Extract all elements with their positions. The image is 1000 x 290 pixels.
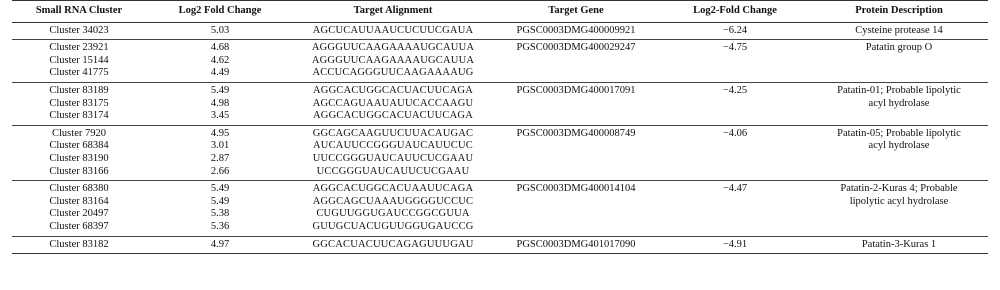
protein-description-line: acyl hydrolase (868, 97, 930, 109)
protein-description-line: Patatin-2-Kuras 4; Probable (840, 183, 958, 195)
cell-small-rna-cluster (12, 236, 146, 254)
cell-target-gene: PGSC0003DMG401017090 (516, 238, 636, 250)
cell-protein-description (810, 181, 988, 236)
small-rna-cluster: Cluster 83166 (49, 165, 109, 177)
cell-target-alignment (294, 125, 492, 180)
results-table-container (12, 0, 988, 254)
cell-protein-description (810, 40, 988, 83)
cell-target-alignment (294, 40, 492, 83)
cell-protein-description (810, 22, 988, 40)
table-header (12, 1, 988, 23)
cell-target-log2-fold-change: −4.47 (722, 183, 748, 195)
cell-log2-fold-change (146, 82, 294, 125)
log2-fold-change-value: 4.68 (210, 42, 230, 54)
table-row (12, 125, 988, 180)
header-target-gene: Target Gene (548, 5, 604, 16)
small-rna-cluster: Cluster 83174 (49, 110, 109, 122)
log2-fold-change-value: 4.97 (210, 238, 230, 250)
target-alignment-sequence: AGGCACUGGCACUAAUUCAGA (312, 183, 474, 195)
small-rna-cluster: Cluster 68380 (49, 183, 109, 195)
cell-target-gene: PGSC0003DMG400029247 (516, 42, 636, 54)
protein-description-line: Cysteine protease 14 (855, 24, 943, 36)
cell-small-rna-cluster (12, 82, 146, 125)
target-alignment-sequence: AGGGUUCAAGAAAAUGCAUUA (311, 42, 475, 54)
cell-target-gene: PGSC0003DMG400008749 (516, 127, 636, 139)
protein-description-line: lipolytic acyl hydrolase (849, 195, 949, 207)
small-rna-cluster: Cluster 41775 (49, 67, 109, 79)
protein-description-line: Patatin group O (865, 42, 933, 54)
small-rna-cluster: Cluster 83190 (49, 152, 109, 164)
target-alignment-sequence: AGGCAGCUAAAUGGGGUCCUC (312, 195, 474, 207)
log2-fold-change-value: 2.87 (210, 152, 230, 164)
protein-description-line: Patatin-3-Kuras 1 (861, 238, 937, 250)
small-rna-cluster: Cluster 68397 (49, 220, 109, 232)
table-body (12, 22, 988, 254)
cell-protein-description (810, 82, 988, 125)
cell-log2-fold-change (146, 125, 294, 180)
log2-fold-change-value: 5.36 (210, 220, 230, 232)
log2-fold-change-value: 5.38 (210, 208, 230, 220)
small-rna-target-table (12, 0, 988, 254)
cell-target-log2-fold-change: −6.24 (722, 24, 748, 36)
header-row (12, 1, 988, 23)
cell-target-alignment (294, 22, 492, 40)
log2-fold-change-value: 5.03 (210, 24, 230, 36)
cell-small-rna-cluster (12, 40, 146, 83)
target-alignment-sequence: AGCUCAUUAAUCUCUUCGAUA (312, 24, 474, 36)
header-log2-fold-change: Log2 Fold Change (178, 5, 262, 16)
cell-log2-fold-change (146, 40, 294, 83)
target-alignment-sequence: AGGCACUGGCACUACUUCAGA (313, 84, 473, 96)
cell-target-alignment (294, 236, 492, 254)
target-alignment-sequence: UCCGGGUAUCAUUCUCGAAU (316, 165, 470, 177)
protein-description-line: Patatin-01; Probable lipolytic (837, 84, 961, 96)
small-rna-cluster: Cluster 34023 (49, 24, 109, 36)
cell-log2-fold-change (146, 181, 294, 236)
cell-target-gene: PGSC0003DMG400017091 (516, 84, 636, 96)
cell-target-log2-fold-change: −4.75 (722, 42, 748, 54)
table-row (12, 82, 988, 125)
cell-log2-fold-change (146, 236, 294, 254)
table-row (12, 236, 988, 254)
small-rna-cluster: Cluster 83175 (49, 97, 109, 109)
header-target-alignment: Target Alignment (353, 5, 433, 16)
target-alignment-sequence: AUCAUUCCGGGUAUCAUUCUC (313, 140, 473, 152)
cell-target-alignment (294, 181, 492, 236)
log2-fold-change-value: 4.62 (210, 54, 230, 66)
table-row (12, 22, 988, 40)
cell-target-gene: PGSC0003DMG400009921 (516, 24, 636, 36)
target-alignment-sequence: ACCUCAGGGUUCAAGAAAAUG (312, 67, 474, 79)
cell-target-gene: PGSC0003DMG400014104 (516, 183, 636, 195)
target-alignment-sequence: GUUGCUACUGUUGGUGAUCCG (312, 220, 474, 232)
cell-protein-description (810, 236, 988, 254)
protein-description-line: Patatin-05; Probable lipolytic (837, 127, 961, 139)
small-rna-cluster: Cluster 20497 (49, 208, 109, 220)
header-small-rna-cluster: Small RNA Cluster (35, 5, 123, 16)
cell-small-rna-cluster (12, 22, 146, 40)
cell-target-log2-fold-change: −4.25 (722, 84, 748, 96)
log2-fold-change-value: 3.01 (210, 140, 230, 152)
small-rna-cluster: Cluster 23921 (49, 42, 109, 54)
cell-target-alignment (294, 82, 492, 125)
cell-small-rna-cluster (12, 125, 146, 180)
cell-target-log2-fold-change: −4.91 (722, 238, 748, 250)
small-rna-cluster: Cluster 7920 (52, 127, 106, 139)
log2-fold-change-value: 5.49 (210, 195, 230, 207)
table-row (12, 181, 988, 236)
cell-log2-fold-change (146, 22, 294, 40)
target-alignment-sequence: CUGUUGGUGAUCCGGCGUUA (316, 208, 470, 220)
log2-fold-change-value: 4.49 (210, 67, 230, 79)
log2-fold-change-value: 3.45 (210, 110, 230, 122)
cell-protein-description (810, 125, 988, 180)
small-rna-cluster: Cluster 83164 (49, 195, 109, 207)
protein-description-line: acyl hydrolase (868, 140, 930, 152)
small-rna-cluster: Cluster 15144 (49, 54, 109, 66)
log2-fold-change-value: 5.49 (210, 84, 230, 96)
target-alignment-sequence: AGGGUUCAAGAAAAUGCAUUA (311, 54, 475, 66)
target-alignment-sequence: AGGCACUGGCACUACUUCAGA (313, 110, 473, 122)
header-target-log2-fold-change: Log2-Fold Change (693, 5, 777, 16)
log2-fold-change-value: 4.95 (210, 127, 230, 139)
target-alignment-sequence: UUCCGGGUAUCAUUCUCGAAU (312, 152, 474, 164)
target-alignment-sequence: AGCCAGUAAUAUUCACCAAGU (312, 97, 474, 109)
log2-fold-change-value: 2.66 (210, 165, 230, 177)
small-rna-cluster: Cluster 68384 (49, 140, 109, 152)
log2-fold-change-value: 5.49 (210, 183, 230, 195)
small-rna-cluster: Cluster 83182 (49, 238, 109, 250)
header-protein-description: Protein Description (855, 5, 943, 16)
table-row (12, 40, 988, 83)
small-rna-cluster: Cluster 83189 (49, 84, 109, 96)
target-alignment-sequence: GGCAGCAAGUUCUUACAUGAC (312, 127, 474, 139)
log2-fold-change-value: 4.98 (210, 97, 230, 109)
target-alignment-sequence: GGCACUACUUCAGAGUUUGAU (312, 238, 474, 250)
cell-small-rna-cluster (12, 181, 146, 236)
cell-target-log2-fold-change: −4.06 (722, 127, 748, 139)
